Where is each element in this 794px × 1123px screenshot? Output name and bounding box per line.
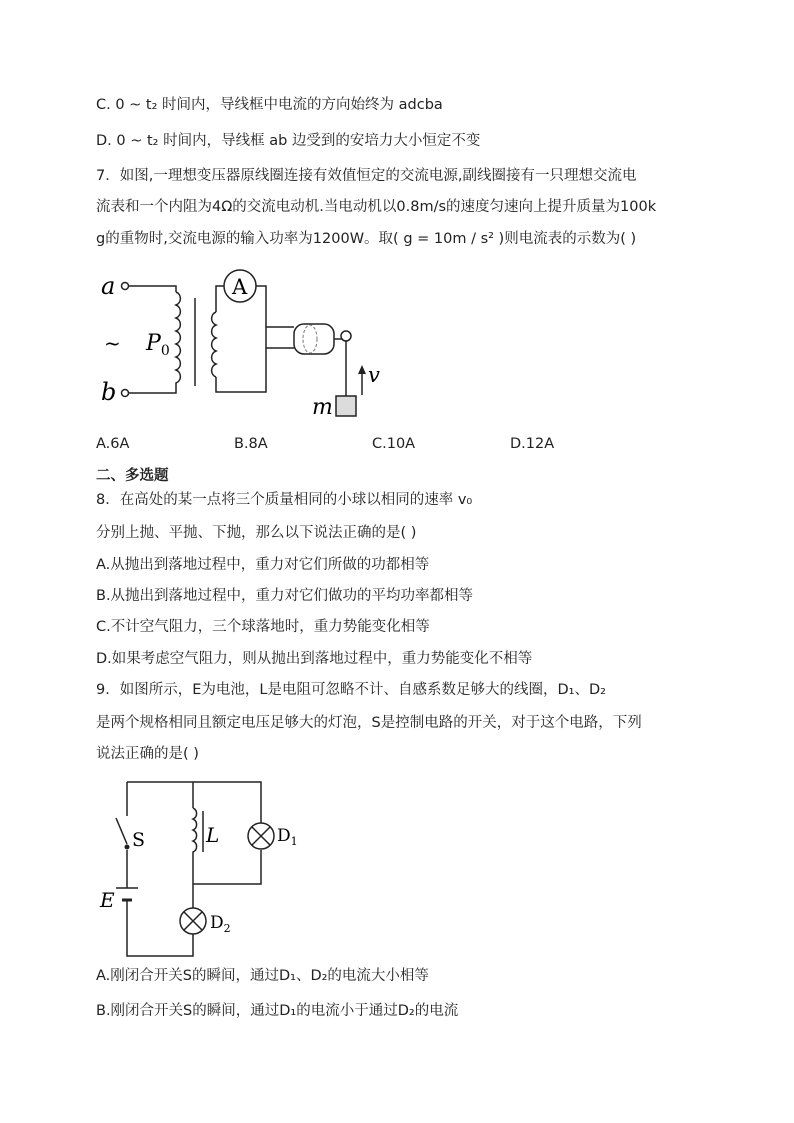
q6-option-c: C. 0 ~ t₂ 时间内，导线框中电流的方向始终为 adcba bbox=[96, 97, 443, 113]
q7-option-c: C.10A bbox=[372, 436, 416, 452]
lamp-d2-label: $D_2$ bbox=[210, 913, 231, 935]
ammeter-label: A bbox=[232, 275, 248, 299]
pulley bbox=[341, 331, 351, 341]
switch-label: S bbox=[132, 829, 146, 851]
lamp-d1-label: $D_1$ bbox=[277, 826, 298, 848]
section-heading-multiple-choice: 二、多选题 bbox=[96, 468, 169, 484]
inductor-coil bbox=[193, 808, 197, 884]
mass-block bbox=[336, 396, 356, 416]
primary-wire-bottom bbox=[129, 384, 177, 393]
q7-stem-line1: 7．如图,一理想变压器原线圈连接有效值恒定的交流电源,副线圈接有一只理想交流电 bbox=[96, 168, 637, 184]
q9-stem-line2: 是两个规格相同且额定电压足够大的灯泡，S是控制电路的开关，对于这个电路，下列 bbox=[96, 715, 642, 731]
switch-blade bbox=[116, 818, 127, 844]
terminal-a-label: a bbox=[101, 272, 116, 300]
ac-source-symbol: ~ bbox=[104, 331, 121, 355]
battery-label: E bbox=[100, 888, 115, 912]
transformer-motor-figure bbox=[96, 262, 396, 422]
q8-option-d: D.如果考虑空气阻力，则从抛出到落地过程中，重力势能变化不相等 bbox=[96, 651, 533, 667]
q7-stem-line3: g的重物时,交流电源的输入功率为1200W。取( g = 10m / s² )则电流表的示数为( ) bbox=[96, 231, 637, 247]
terminal-a bbox=[122, 283, 129, 290]
q7-stem-line2: 流表和一个内阻为4Ω的交流电动机.当电动机以0.8m/s的速度匀速向上提升质量为100k bbox=[96, 199, 657, 215]
q9-stem-line3: 说法正确的是( ) bbox=[96, 746, 199, 762]
primary-coil bbox=[176, 292, 180, 384]
q6-option-d: D. 0 ~ t₂ 时间内，导线框 ab 边受到的安培力大小恒定不变 bbox=[96, 133, 481, 149]
inductor-lamp-circuit-figure bbox=[96, 776, 316, 961]
secondary-wire-top bbox=[216, 286, 224, 312]
primary-label: $P_0$ bbox=[146, 331, 170, 359]
q9-option-b: B.刚闭合开关S的瞬间，通过D₁的电流小于通过D₂的电流 bbox=[96, 1003, 459, 1019]
q7-option-b: B.8A bbox=[234, 436, 268, 452]
junction-wire bbox=[193, 850, 261, 884]
terminal-b-label: b bbox=[101, 378, 117, 406]
primary-wire-top bbox=[129, 286, 177, 292]
q7-option-a: A.6A bbox=[96, 436, 130, 452]
motor-body bbox=[294, 324, 334, 354]
switch-pivot bbox=[125, 845, 130, 850]
q8-option-c: C.不计空气阻力，三个球落地时，重力势能变化相等 bbox=[96, 619, 430, 635]
q9-option-a: A.刚闭合开关S的瞬间，通过D₁、D₂的电流大小相等 bbox=[96, 968, 429, 984]
q8-option-b: B.从抛出到落地过程中，重力对它们做功的平均功率都相等 bbox=[96, 588, 474, 604]
velocity-label: v bbox=[368, 363, 380, 387]
secondary-coil bbox=[212, 312, 216, 377]
q7-option-d: D.12A bbox=[510, 436, 555, 452]
velocity-arrow-head bbox=[358, 365, 366, 374]
q8-stem-line2: 分别上抛、平抛、下抛，那么以下说法正确的是( ) bbox=[96, 525, 417, 541]
inductor-label: L bbox=[206, 823, 220, 847]
mass-label: m bbox=[312, 395, 333, 420]
q8-option-a: A.从抛出到落地过程中，重力对它们所做的功都相等 bbox=[96, 557, 430, 573]
terminal-b bbox=[122, 390, 129, 397]
q8-stem-line1: 8．在高处的某一点将三个质量相同的小球以相同的速率 v₀ bbox=[96, 492, 473, 508]
q9-stem-line1: 9．如图所示，E为电池，L是电阻可忽略不计、自感系数足够大的线圈，D₁、D₂ bbox=[96, 682, 606, 698]
